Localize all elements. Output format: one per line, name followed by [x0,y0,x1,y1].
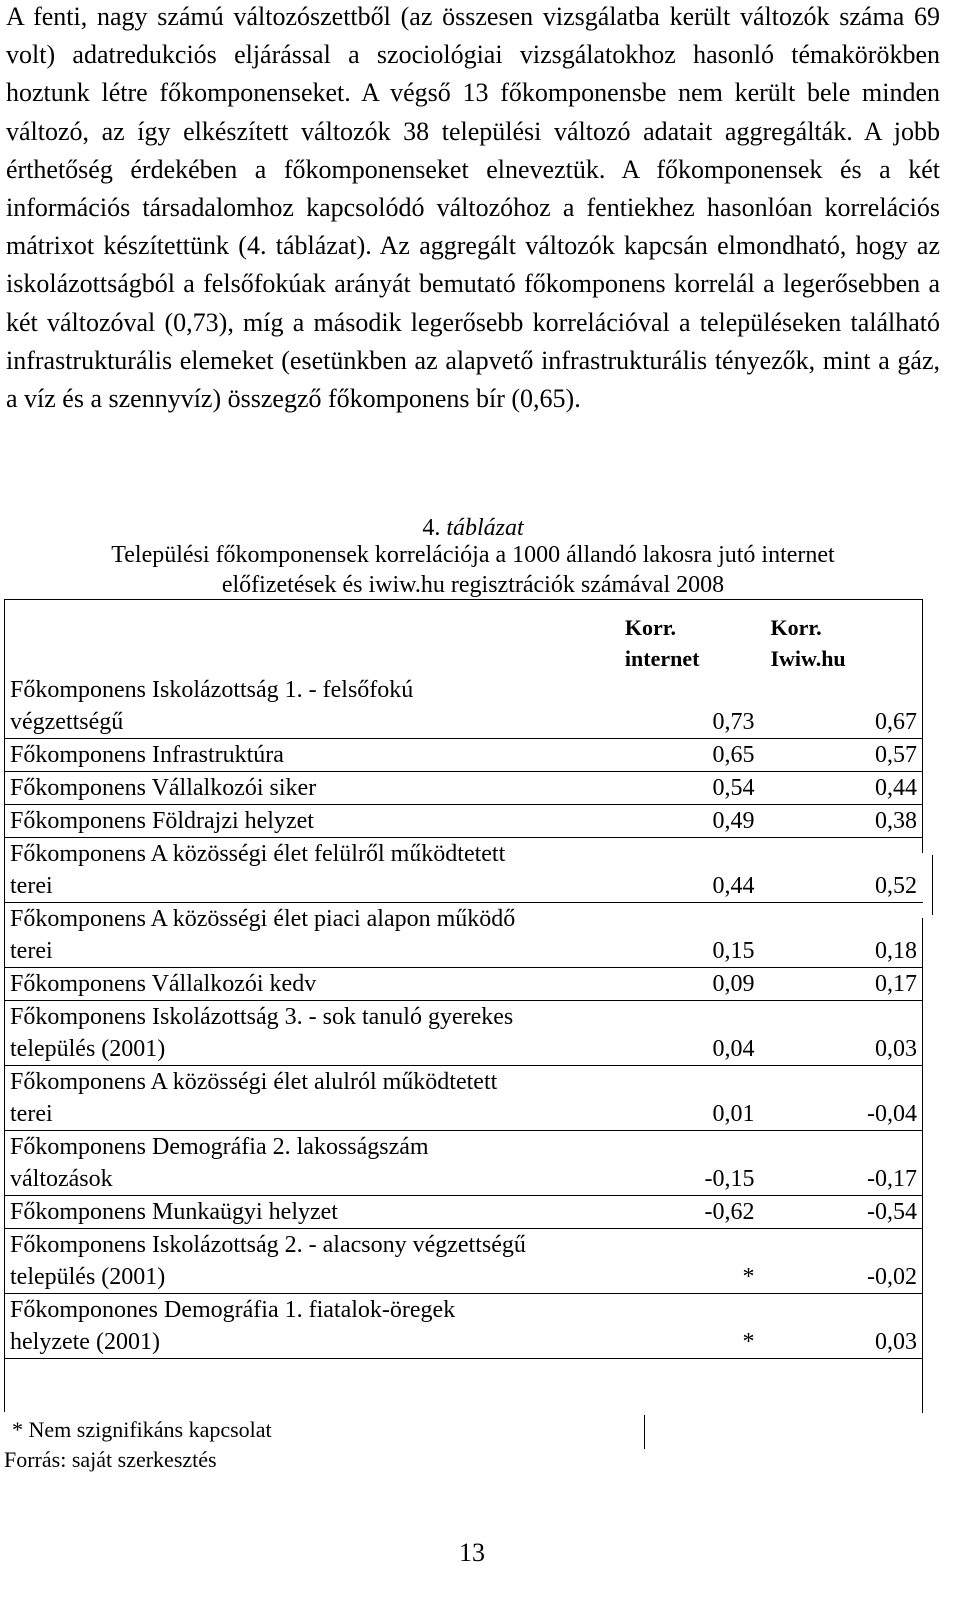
header-internet-line-1: Korr. [624,615,677,640]
row-label-line-2: település (2001) [10,1264,166,1290]
row-label-line-2: terei [10,1101,53,1127]
cell-internet: * [597,1229,761,1294]
row-label-line-1: Főkomponens Infrastruktúra [10,742,284,768]
row-label-line-2: változások [10,1166,113,1192]
cell-internet: 0,49 [597,805,761,838]
cell-internet: -0,15 [597,1131,761,1196]
row-label [4,903,597,968]
table-row [4,805,923,838]
row-label-line-2: végzettségű [10,709,124,735]
cell-internet: * [597,1294,761,1359]
cell-iwiw: 0,38 [760,805,923,838]
header-empty [4,612,597,674]
header-iwiw-line-1: Korr. [770,615,822,640]
correlation-table [4,612,923,1359]
cell-iwiw: 0,44 [760,772,923,805]
page-number: 13 [459,1538,485,1567]
header-iwiw-line-2: Iwiw.hu [770,646,846,671]
cell-iwiw: -0,17 [760,1131,923,1196]
table-number: 4. [422,515,441,541]
cell-internet: 0,15 [597,903,761,968]
cell-iwiw: 0,03 [760,1294,923,1359]
cell-internet: 0,54 [597,772,761,805]
row-label-line-2: terei [10,938,53,964]
cell-internet: -0,62 [597,1196,761,1229]
cell-internet: 0,73 [597,674,761,739]
table-frame-right-offset [932,855,933,915]
row-label [4,1066,597,1131]
cell-iwiw: 0,18 [760,903,923,968]
header-internet-line-2: internet [624,646,700,671]
row-label-line-1: Főkomponens Vállalkozói siker [10,775,317,801]
table-row [4,739,923,772]
row-label [4,1196,597,1229]
row-label-line-1: Főkomponens Vállalkozói kedv [10,971,317,997]
cell-internet: 0,44 [597,838,761,903]
cell-iwiw: -0,54 [760,1196,923,1229]
cell-iwiw: 0,57 [760,739,923,772]
header-iwiw [760,612,923,674]
table-row [4,1229,923,1294]
table-body [4,674,923,1359]
row-label [4,674,597,739]
row-label [4,1001,597,1066]
cell-iwiw: 0,67 [760,674,923,739]
row-label [4,772,597,805]
row-label-line-1: Főkomponens A közösségi élet piaci alapon működő [10,906,516,932]
table-title-line-1: Települési főkomponensek korrelációja a 1000 állandó lakosra jutó internet [111,542,835,568]
table-row [4,1131,923,1196]
cell-iwiw: -0,02 [760,1229,923,1294]
row-label-line-1: Főkomponens Földrajzi helyzet [10,808,314,834]
table-row [4,1196,923,1229]
row-label [4,838,597,903]
table-frame-top [4,599,923,600]
row-label-line-2: terei [10,873,53,899]
table-source: Forrás: saját szerkesztés [4,1447,217,1472]
cell-internet: 0,04 [597,1001,761,1066]
table-row [4,903,923,968]
cell-iwiw: -0,04 [760,1066,923,1131]
row-label-line-1: Főkomponens Demográfia 2. lakosságszám [10,1134,429,1160]
row-label [4,805,597,838]
table-caption-title [6,540,940,600]
table-title-line-2: előfizetések és iwiw.hu regisztrációk számával 2008 [221,572,725,598]
table-label: táblázat [446,515,524,541]
cell-iwiw: 0,52 [760,838,923,903]
table-row [4,1294,923,1359]
row-label-line-1: Főkomponens Iskolázottság 1. - felsőfokú [10,677,414,703]
cell-internet: 0,65 [597,739,761,772]
row-label [4,1229,597,1294]
row-label-line-2: település (2001) [10,1036,166,1062]
row-label-line-1: Főkomponens Munkaügyi helyzet [10,1199,338,1225]
table-row [4,838,923,903]
table-row [4,674,923,739]
table-row [4,772,923,805]
row-label-line-1: Főkomponens A közösségi élet felülről működtetett [10,841,506,867]
cell-internet: 0,09 [597,968,761,1001]
table-note: * Nem szignifikáns kapcsolat [12,1417,272,1442]
table-caption-number [6,513,940,543]
table-row [4,1066,923,1131]
row-label-line-1: Főkomponones Demográfia 1. fiatalok-öregek [10,1297,456,1323]
row-label [4,1131,597,1196]
body-paragraph: A fenti, nagy számú változószettből (az összesen vizsgálatba került változók száma 69 volt) adatredukciós eljárással a szociológiai vizsgálatokhoz hasonló témakörökben hoztunk létre főkomponenseket. A végső 13 főkomponensbe nem került bele minden változó, az így elkészített változók 38 települési változó adatait aggregálták. A jobb érthetőség érdekében a főkomponenseket elneveztük. A főkomponensek és a két információs társadalomhoz kapcsolódó változóhoz a fentiekhez hasonlóan korrelációs mátrixot készítettünk (4. táblázat). Az aggregált változók kapcsán elmondható, hogy az iskolázottságból a felsőfokúak arányát bemutató főkomponens korrelál a legerősebben a két változóval (0,73), míg a második legerősebb korrelációval a településeken található infrastrukturális elemeket (esetünkben az alapvető infrastrukturális tényezők, mint a gáz, a víz és a szennyvíz) összegző főkomponens bír (0,65). [6,2,940,414]
cell-internet: 0,01 [597,1066,761,1131]
row-label-line-2: helyzete (2001) [10,1329,160,1355]
table-header-row [4,612,923,674]
row-label-line-1: Főkomponens Iskolázottság 2. - alacsony végzettségű [10,1232,526,1258]
cell-iwiw: 0,17 [760,968,923,1001]
row-label [4,1294,597,1359]
table-frame-stub [644,1415,645,1449]
header-internet [597,612,761,674]
row-label [4,968,597,1001]
table-row [4,1001,923,1066]
row-label-line-1: Főkomponens A közösségi élet alulról működtetett [10,1069,498,1095]
row-label-line-1: Főkomponens Iskolázottság 3. - sok tanuló gyerekes [10,1004,514,1030]
table-row [4,968,923,1001]
cell-iwiw: 0,03 [760,1001,923,1066]
row-label [4,739,597,772]
